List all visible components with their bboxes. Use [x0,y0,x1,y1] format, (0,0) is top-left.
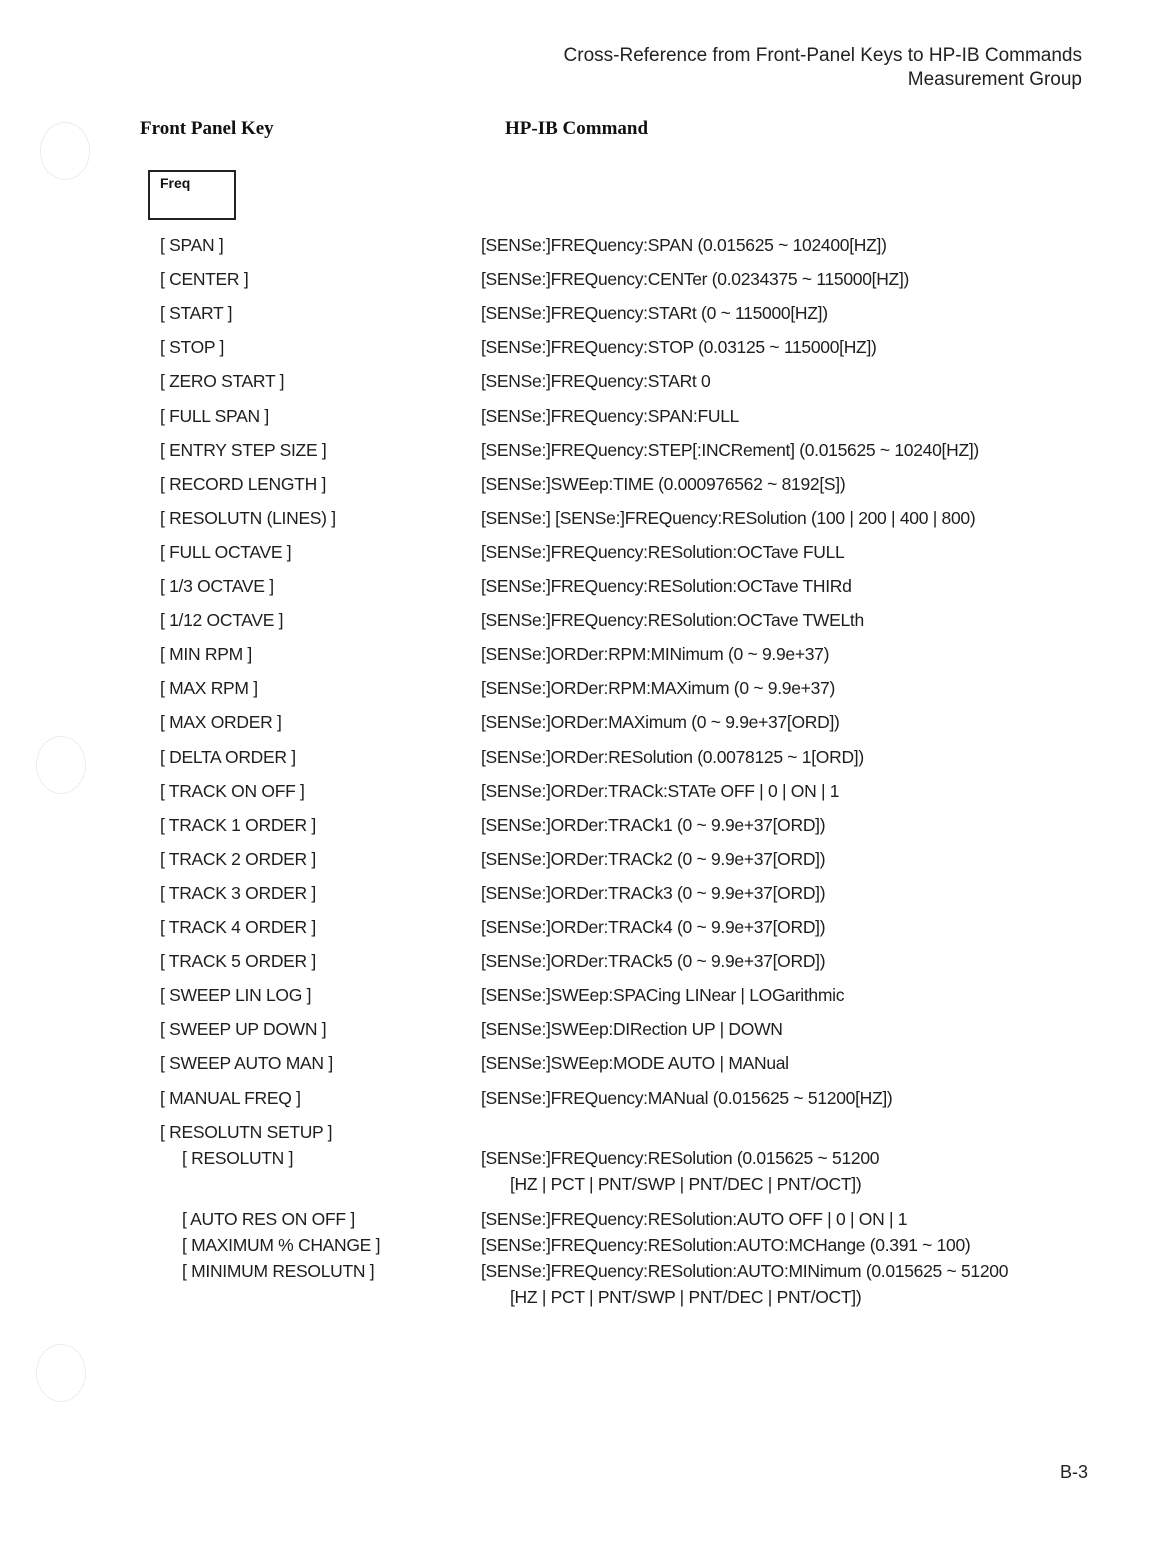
table-row [0,505,1176,535]
table-row [0,232,1176,262]
header-subtitle: Measurement Group [907,69,1082,90]
table-row [0,607,1176,637]
table-row [0,846,1176,876]
table-row [0,1016,1176,1046]
front-panel-key: [ RESOLUTN SETUP ] [160,1121,333,1142]
hpib-command: [SENSe:]ORDer:RPM:MINimum (0 ~ 9.9e+37) [481,644,830,665]
front-panel-key: [ AUTO RES ON OFF ] [182,1209,355,1229]
table-row [0,368,1176,398]
punch-hole-top [40,122,90,180]
front-panel-key: [ START ] [160,303,233,324]
front-panel-key: [ ZERO START ] [160,371,285,392]
table-row [0,982,1176,1012]
front-panel-key: [ TRACK 4 ORDER ] [160,917,316,937]
table-row [0,300,1176,330]
hpib-command: [SENSe:]ORDer:TRACk4 (0 ~ 9.9e+37[ORD]) [481,917,826,937]
front-panel-key: [ RESOLUTN ] [182,1148,294,1168]
hpib-command: [SENSe:]SWEep:DIRection UP | DOWN [481,1019,783,1040]
hpib-command: [SENSe:]FREQuency:SPAN (0.015625 ~ 102400[HZ]) [481,235,887,255]
table-row [0,1050,1176,1080]
front-panel-key: [ STOP ] [160,337,225,358]
hpib-command: [SENSe:]SWEep:SPACing LINear | LOGarithmic [481,985,845,1006]
table-row [0,437,1176,467]
hpib-command: [SENSe:]FREQuency:STARt (0 ~ 115000[HZ]) [481,303,828,324]
punch-hole-bottom [36,1344,86,1402]
front-panel-key: [ FULL SPAN ] [160,405,269,426]
hpib-command: [SENSe:]FREQuency:STOP (0.03125 ~ 115000[HZ]) [481,337,877,358]
header-title: Cross-Reference from Front-Panel Keys to HP-IB Commands [563,45,1082,66]
table-row [0,948,1176,978]
front-panel-key: [ SWEEP AUTO MAN ] [160,1053,333,1074]
hpib-command: [SENSe:]ORDer:RPM:MAXimum (0 ~ 9.9e+37) [481,678,835,699]
table-row [0,641,1176,671]
table-row [0,778,1176,808]
column-header-hpib-command: HP-IB Command [505,118,649,139]
hpib-command: [SENSe:] [SENSe:]FREQuency:RESolution (100 | 200 | 400 | 800) [481,507,976,528]
column-header-front-panel-key: Front Panel Key [140,118,274,139]
hpib-command: [SENSe:]ORDer:TRACk2 (0 ~ 9.9e+37[ORD]) [481,848,826,869]
table-row-continuation [0,1284,1176,1314]
hpib-command-continuation: [HZ | PCT | PNT/SWP | PNT/DEC | PNT/OCT]) [510,1174,862,1194]
table-row [0,675,1176,705]
front-panel-key: [ MAXIMUM % CHANGE ] [182,1235,381,1255]
hpib-command: [SENSe:]ORDer:MAXimum (0 ~ 9.9e+37[ORD]) [481,712,840,733]
front-panel-key: [ RESOLUTN (LINES) ] [160,507,336,528]
hpib-command: [SENSe:]FREQuency:RESolution (0.015625 ~ 51200 [481,1148,880,1168]
hpib-command: [SENSe:]SWEep:MODE AUTO | MANual [481,1053,789,1074]
table-row [0,266,1176,296]
table-row [0,403,1176,433]
hpib-command: [SENSe:]SWEep:TIME (0.000976562 ~ 8192[S]) [481,473,846,494]
hpib-command: [SENSe:]FREQuency:STARt 0 [481,371,711,392]
table-row [0,914,1176,944]
front-panel-key: [ TRACK 5 ORDER ] [160,951,316,972]
hpib-command: [SENSe:]FREQuency:SPAN:FULL [481,405,740,426]
hpib-command-continuation: [HZ | PCT | PNT/SWP | PNT/DEC | PNT/OCT]) [510,1287,862,1307]
table-row [0,334,1176,364]
front-panel-key: [ MAX ORDER ] [160,712,282,733]
front-panel-key: [ ENTRY STEP SIZE ] [160,439,327,460]
table-row [0,471,1176,501]
table-row [0,573,1176,603]
front-panel-key: [ TRACK 2 ORDER ] [160,848,316,869]
page-number: B-3 [1059,1462,1088,1482]
front-panel-key: [ TRACK 1 ORDER ] [160,814,316,835]
front-panel-key: [ TRACK ON OFF ] [160,780,305,801]
hpib-command: [SENSe:]FREQuency:STEP[:INCRement] (0.015625 ~ 10240[HZ]) [481,439,979,460]
hpib-command: [SENSe:]ORDer:TRACk3 (0 ~ 9.9e+37[ORD]) [481,882,826,903]
hpib-command: [SENSe:]FREQuency:RESolution:AUTO OFF | 0 | ON | 1 [481,1209,908,1229]
front-panel-key: [ FULL OCTAVE ] [160,541,292,562]
hpib-command: [SENSe:]FREQuency:RESolution:AUTO:MCHange (0.391 ~ 100) [481,1235,971,1255]
front-panel-key: [ DELTA ORDER ] [160,746,296,767]
front-panel-key: [ SPAN ] [160,235,224,255]
hpib-command: [SENSe:]FREQuency:RESolution:AUTO:MINimum (0.015625 ~ 51200 [481,1261,1009,1281]
hpib-command: [SENSe:]FREQuency:RESolution:OCTave FULL [481,541,845,562]
front-panel-key: [ RECORD LENGTH ] [160,473,327,494]
front-panel-key: [ SWEEP LIN LOG ] [160,985,312,1006]
table-row [0,812,1176,842]
front-panel-key: [ 1/3 OCTAVE ] [160,576,274,596]
hpib-command: [SENSe:]ORDer:TRACk:STATe OFF | 0 | ON | 1 [481,780,840,801]
front-panel-key: [ MIN RPM ] [160,644,252,665]
hpib-command: [SENSe:]ORDer:TRACk1 (0 ~ 9.9e+37[ORD]) [481,814,826,835]
hpib-command: [SENSe:]ORDer:TRACk5 (0 ~ 9.9e+37[ORD]) [481,951,826,972]
hpib-command: [SENSe:]FREQuency:MANual (0.015625 ~ 51200[HZ]) [481,1087,893,1108]
table-row [0,744,1176,774]
front-panel-key: [ SWEEP UP DOWN ] [160,1019,327,1040]
front-panel-key: [ MANUAL FREQ ] [160,1087,301,1108]
hpib-command: [SENSe:]ORDer:RESolution (0.0078125 ~ 1[ORD]) [481,746,864,767]
front-panel-key: [ MINIMUM RESOLUTN ] [182,1261,375,1281]
hpib-command: [SENSe:]FREQuency:RESolution:OCTave TWELth [481,610,864,631]
table-row-continuation [0,1171,1176,1201]
freq-key-box: Freq [148,170,236,220]
page-header [564,44,1082,92]
hpib-command: [SENSe:]FREQuency:CENTer (0.0234375 ~ 115000[HZ]) [481,269,910,290]
table-row [0,709,1176,739]
front-panel-key: [ CENTER ] [160,269,249,290]
front-panel-key: [ 1/12 OCTAVE ] [160,610,284,631]
front-panel-key: [ MAX RPM ] [160,678,258,699]
front-panel-key: [ TRACK 3 ORDER ] [160,882,316,903]
hpib-command: [SENSe:]FREQuency:RESolution:OCTave THIRd [481,576,852,596]
table-row [0,1085,1176,1115]
table-row [0,539,1176,569]
table-row [0,880,1176,910]
